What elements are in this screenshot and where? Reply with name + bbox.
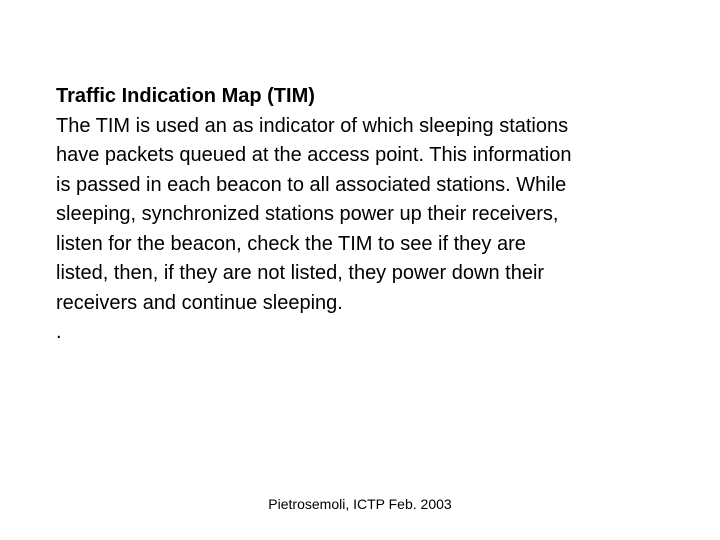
body-line: receivers and continue sleeping. xyxy=(56,291,343,314)
slide-body xyxy=(56,82,686,348)
body-line: sleeping, synchronized stations power up their receivers, xyxy=(56,203,559,225)
slide-title: Traffic Indication Map (TIM) xyxy=(56,85,315,107)
body-line: have packets queued at the access point. This information xyxy=(56,144,572,166)
slide-footer: Pietrosemoli, ICTP Feb. 2003 xyxy=(268,496,452,512)
body-line: listen for the beacon, check the TIM to see if they are xyxy=(56,232,526,255)
body-line: listed, then, if they are not listed, they power down their xyxy=(56,262,545,284)
body-line: is passed in each beacon to all associated stations. While xyxy=(56,173,567,196)
body-line-period: . xyxy=(56,321,62,343)
body-line: The TIM is used an as indicator of which sleeping stations xyxy=(56,114,569,137)
